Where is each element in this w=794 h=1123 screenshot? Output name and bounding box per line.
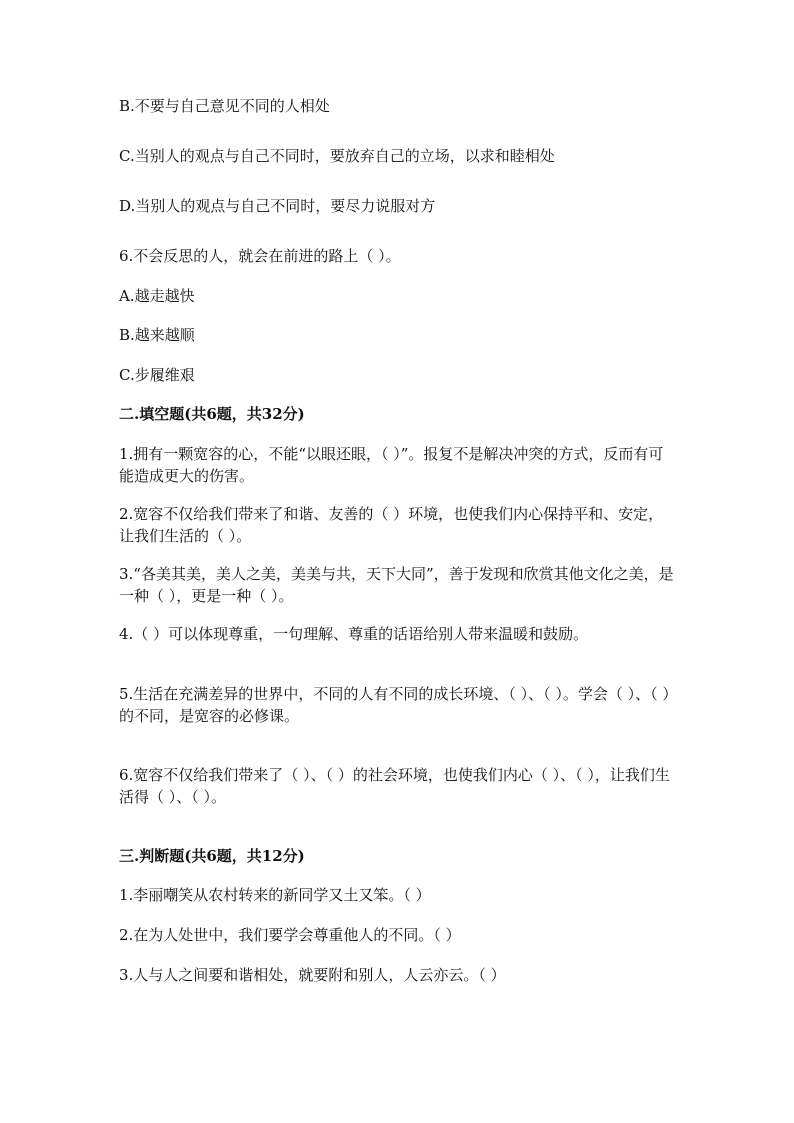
q6-option-a: A.越走越快 <box>119 287 195 305</box>
fill-item-5: 5.生活在充满差异的世界中，不同的人有不同的成长环境、（ ）、（ ）。学会（ ）、（ ）的不同，是宽容的必修课。 <box>119 685 670 725</box>
fill-item-1: 1.拥有一颗宽容的心，不能“以眼还眼，（ ）”。报复不是解决冲突的方式，反而有可能造成更大的伤害。 <box>119 445 664 485</box>
judge-item-1: 1.李丽嘲笑从农村转来的新同学又土又笨。（ ） <box>119 886 431 904</box>
fill-item-3: 3.“各美其美，美人之美，美美与共，天下大同”，善于发现和欣赏其他文化之美，是一种（ ），更是一种（ ）。 <box>119 565 674 605</box>
section3-heading: 三.判断题(共6题，共12分) <box>119 847 305 865</box>
q6-option-c: C.步履维艰 <box>119 366 195 384</box>
fill-item-2: 2.宽容不仅给我们带来了和谐、友善的（ ）环境，也使我们内心保持平和、安定，让我们生活的（ ）。 <box>119 505 664 545</box>
q5-option-c: C.当别人的观点与自己不同时，要放弃自己的立场，以求和睦相处 <box>119 147 555 165</box>
judge-item-3: 3.人与人之间要和谐相处，就要附和别人，人云亦云。（ ） <box>119 966 506 984</box>
q6-option-b: B.越来越顺 <box>119 326 195 344</box>
q5-option-d: D.当别人的观点与自己不同时，要尽力说服对方 <box>119 197 436 215</box>
q6-stem: 6.不会反思的人，就会在前进的路上（ ）。 <box>119 247 401 265</box>
judge-item-2: 2.在为人处世中，我们要学会尊重他人的不同。（ ） <box>119 926 461 944</box>
q5-option-b: B.不要与自己意见不同的人相处 <box>119 97 330 115</box>
fill-item-4: 4.（ ）可以体现尊重，一句理解、尊重的话语给别人带来温暖和鼓励。 <box>119 625 589 643</box>
section2-heading: 二.填空题(共6题，共32分) <box>119 405 305 423</box>
fill-item-6: 6.宽容不仅给我们带来了（ ）、（ ）的社会环境，也使我们内心（ ）、（ ），让我们生活得（ ）、（ ）。 <box>119 766 670 806</box>
